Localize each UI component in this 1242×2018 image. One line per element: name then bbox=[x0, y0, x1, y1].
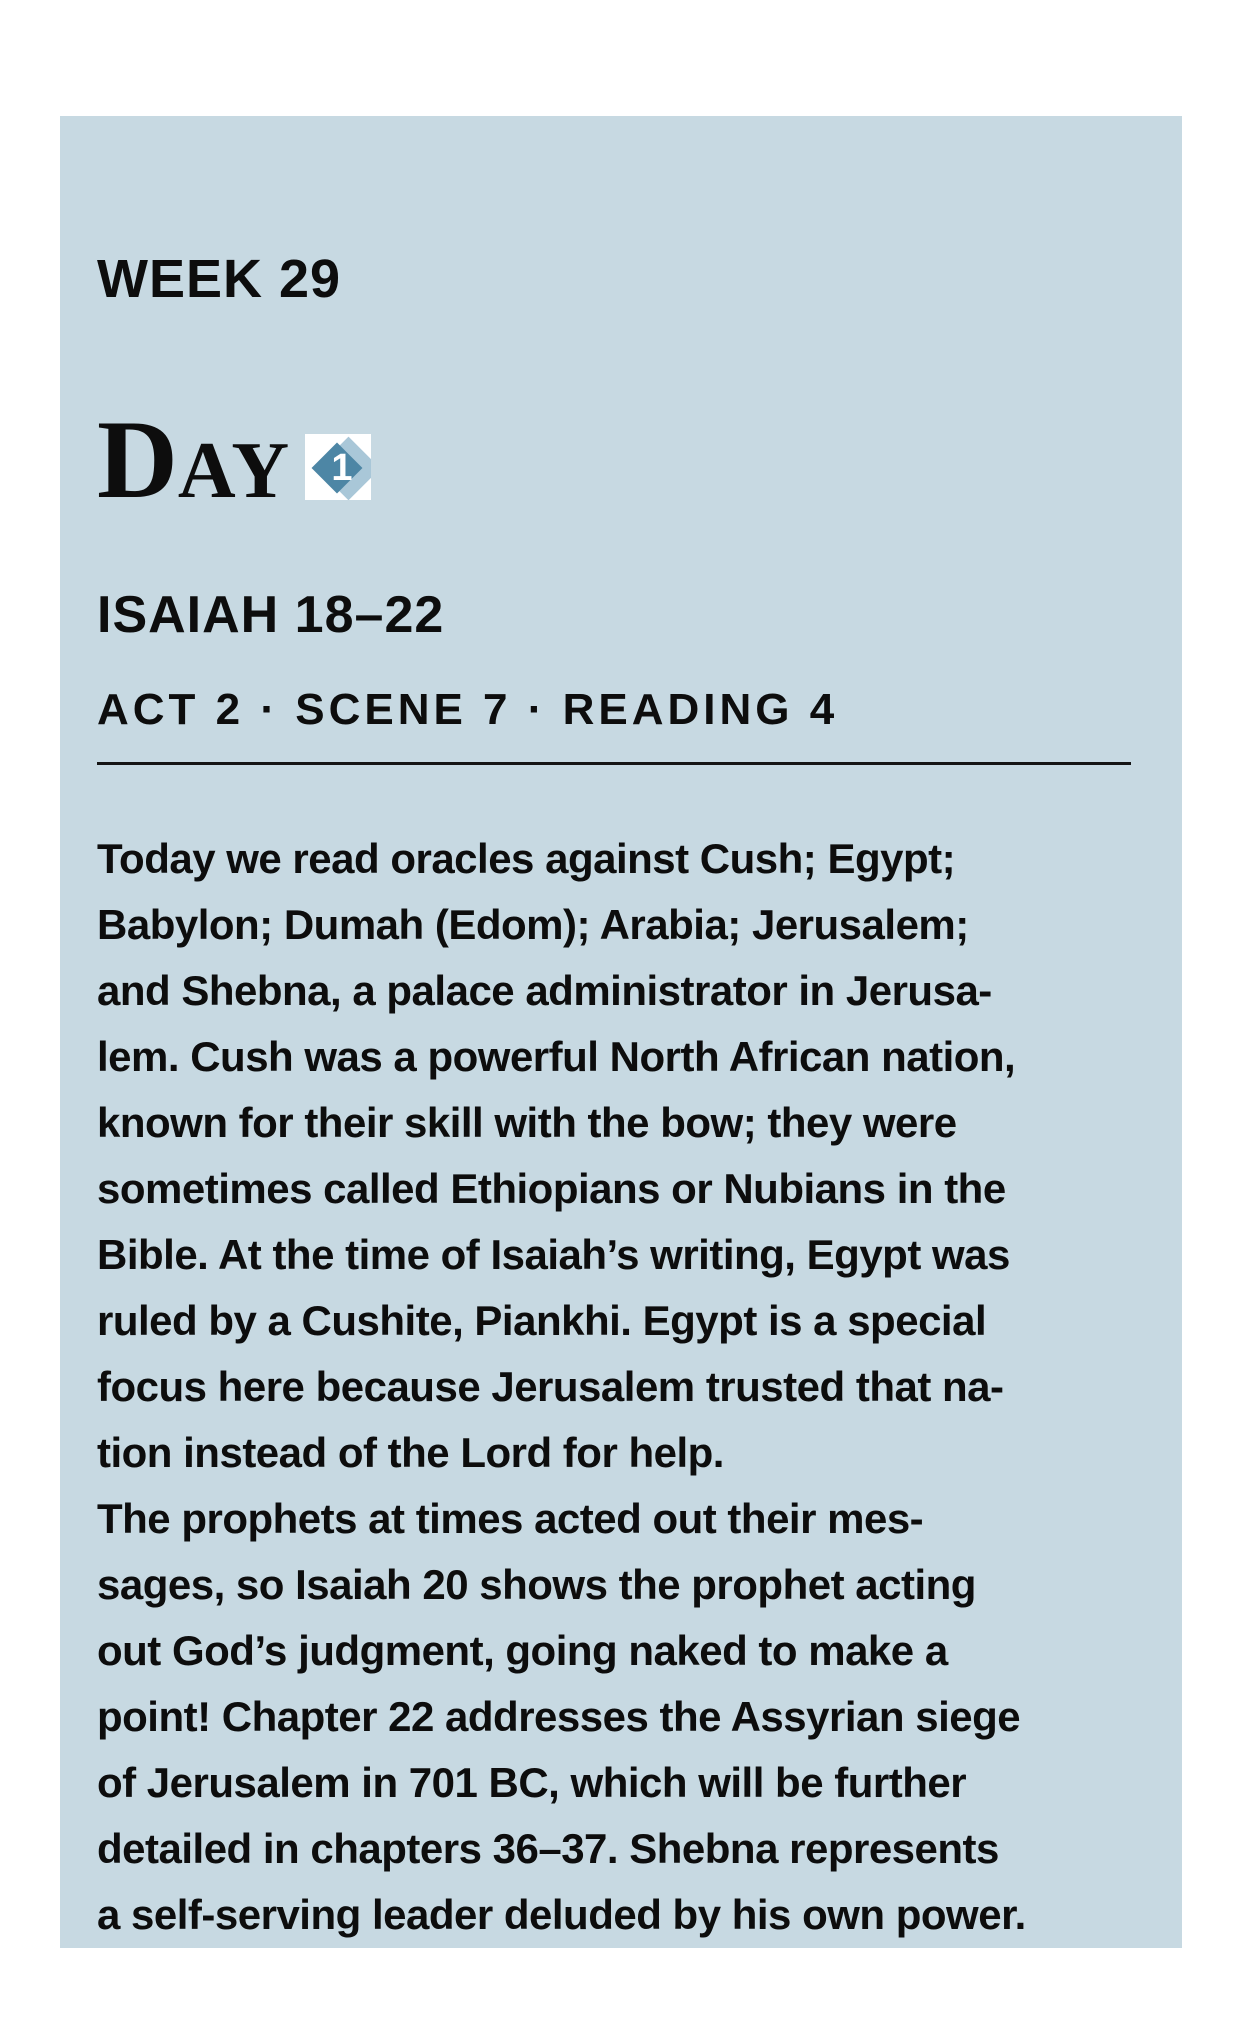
body-line: Babylon; Dumah (Edom); Arabia; Jerusalem; bbox=[97, 901, 969, 948]
body-line: focus here because Jerusalem trusted that na- bbox=[97, 1363, 1004, 1410]
reading-title: ISAIAH 18–22 bbox=[97, 586, 445, 644]
act-scene-reading-line: ACT 2 · SCENE 7 · READING 4 bbox=[97, 685, 839, 734]
day-number-badge bbox=[305, 434, 371, 500]
body-text bbox=[97, 826, 1157, 1948]
body-line: Bible. At the time of Isaiah’s writing, Egypt was bbox=[97, 1231, 1010, 1278]
day-number: 1 bbox=[331, 446, 353, 489]
body-line: The prophets at times acted out their mes- bbox=[97, 1495, 924, 1542]
day-label-rest: AY bbox=[177, 427, 293, 515]
body-line: point! Chapter 22 addresses the Assyrian siege bbox=[97, 1693, 1021, 1740]
body-line: Today we read oracles against Cush; Egypt; bbox=[97, 835, 956, 882]
divider-rule bbox=[97, 762, 1131, 765]
body-line: ruled by a Cushite, Piankhi. Egypt is a special bbox=[97, 1297, 987, 1344]
body-line: tion instead of the Lord for help. bbox=[97, 1429, 724, 1476]
body-line: known for their skill with the bow; they were bbox=[97, 1099, 957, 1146]
reading-card bbox=[60, 116, 1182, 1948]
body-line: of Jerusalem in 701 BC, which will be further bbox=[97, 1759, 967, 1806]
body-line: lem. Cush was a powerful North African nation, bbox=[97, 1033, 1016, 1080]
body-line: detailed in chapters 36–37. Shebna represents bbox=[97, 1825, 999, 1872]
body-line: sages, so Isaiah 20 shows the prophet acting bbox=[97, 1561, 976, 1608]
body-line: out God’s judgment, going naked to make a bbox=[97, 1627, 948, 1674]
body-line: sometimes called Ethiopians or Nubians in the bbox=[97, 1165, 1006, 1212]
body-line: and Shebna, a palace administrator in Jerusa- bbox=[97, 967, 992, 1014]
body-line: a self-serving leader deluded by his own power. bbox=[97, 1891, 1026, 1938]
day-label-initial: D bbox=[97, 398, 178, 522]
week-label: WEEK 29 bbox=[97, 249, 342, 309]
day-heading bbox=[97, 398, 293, 522]
